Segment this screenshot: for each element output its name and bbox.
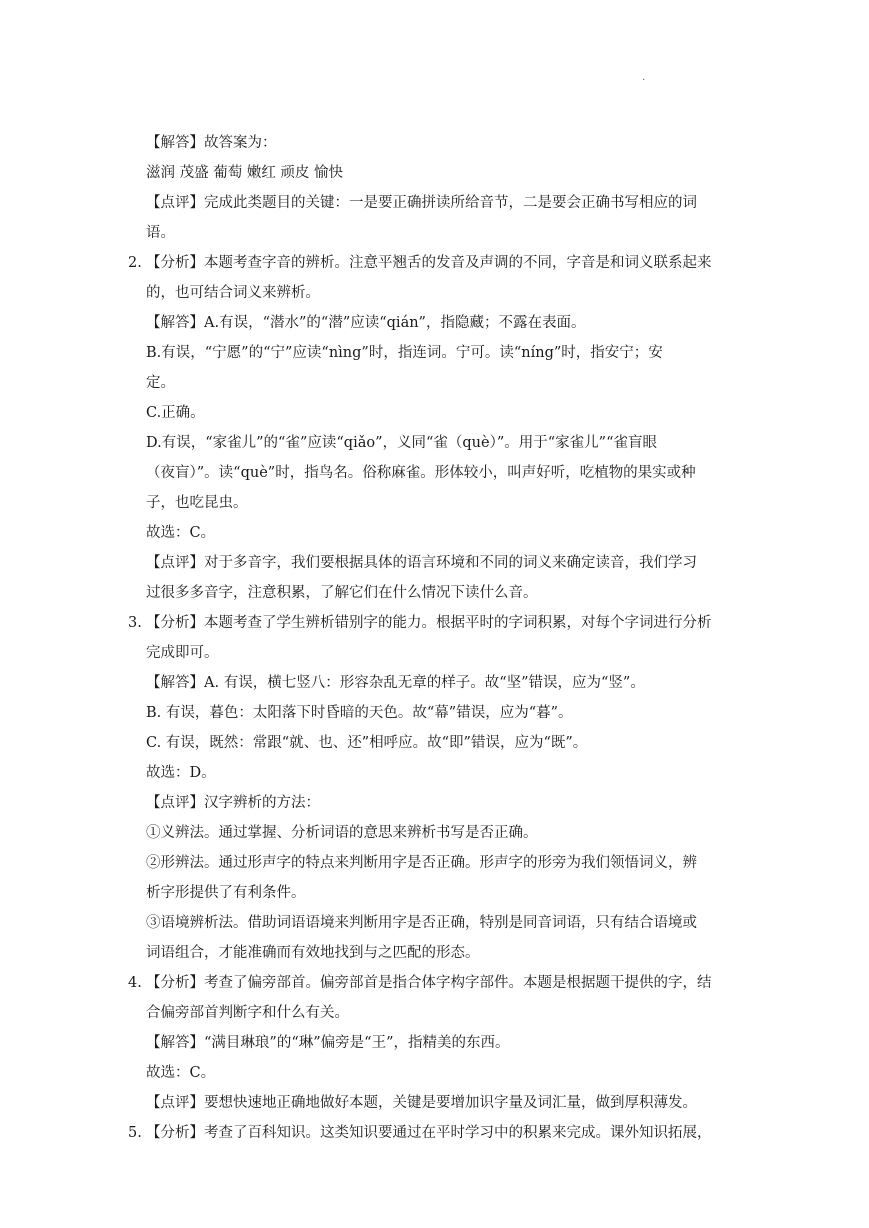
comment-line: ②形辨法。通过形声字的特点来判断用字是否正确。形声字的形旁为我们领悟词义，辨 [146,855,697,871]
comment-line: 词语组合，才能准确而有效地找到与之匹配的形态。 [146,945,480,961]
answer-words: 滋润 茂盛 葡萄 嫩红 顽皮 愉快 [146,165,344,181]
answer-line: D.有误，“家雀儿”的“雀”应读“qiǎo”，义同“雀（què）”。用于“家雀儿”“雀盲眼 [146,435,658,451]
question-number: 5. [128,1125,142,1141]
answer-line: 【解答】“满目琳琅”的“琳”偏旁是“王”，指精美的东西。 [146,1035,510,1051]
answer-line: （夜盲）”。读“què”时，指鸟名。俗称麻雀。形体较小，叫声好听，吃植物的果实或种 [146,465,696,481]
header-mark: . [642,72,646,83]
comment-line: 过很多多音字，注意积累，了解它们在什么情况下读什么音。 [146,585,538,601]
answer-line: C. 有误，既然：常跟“就、也、还”相呼应。故“即”错误，应为“既”。 [146,735,588,751]
answer-line: 【解答】故答案为： [146,135,277,151]
comment-line: 语。 [146,225,175,241]
analysis-line: 完成即可。 [146,645,219,661]
question-3-analysis: 3. 【分析】本题考查了学生辨析错别字的能力。根据平时的字词积累，对每个字词进行分析 [128,608,743,638]
analysis-line: 合偏旁部首判断字和什么有关。 [146,1005,349,1021]
answer-line: B.有误，“宁愿”的“宁”应读“nìng”时，指连词。宁可。读“níng”时，指安宁；安 [146,345,663,361]
answer-line: 定。 [146,375,175,391]
comment-line: 【点评】完成此类题目的关键：一是要正确拼读所给音节，二是要会正确书写相应的词 [146,195,697,211]
question-number: 2. [128,255,142,271]
question-2-analysis: 2. 【分析】本题考查字音的辨析。注意平翘舌的发音及声调的不同，字音是和词义联系起来 [128,248,743,278]
answer-line: C.正确。 [146,405,205,421]
analysis-line: 的，也可结合词义来辨析。 [146,285,320,301]
comment-line: 【点评】对于多音字，我们要根据具体的语言环境和不同的词义来确定读音，我们学习 [146,555,697,571]
comment-line: 【点评】要想快速地正确地做好本题，关键是要增加识字量及词汇量，做到厚积薄发。 [146,1095,697,1111]
comment-line: ①义辨法。通过掌握、分析词语的意思来辨析书写是否正确。 [146,825,538,841]
comment-line: ③语境辨析法。借助词语语境来判断用字是否正确，特别是同音词语，只有结合语境或 [146,915,697,931]
question-number: 3. [128,615,142,631]
answer-explanations [128,128,743,1148]
question-4-analysis: 4. 【分析】考查了偏旁部首。偏旁部首是指合体字构字部件。本题是根据题干提供的字，结 [128,968,743,998]
answer-line: B. 有误，暮色：太阳落下时昏暗的天色。故“幕”错误，应为“暮”。 [146,705,573,721]
question-number: 4. [128,975,142,991]
answer-line: 子，也吃昆虫。 [146,495,248,511]
answer-line: 【解答】A.有误，“潜水”的“潜”应读“qián”，指隐藏；不露在表面。 [146,315,586,331]
comment-line: 析字形提供了有利条件。 [146,885,306,901]
choice-line: 故选：C。 [146,525,216,541]
comment-line: 【点评】汉字辨析的方法： [146,795,320,811]
choice-line: 故选：D。 [146,765,216,781]
choice-line: 故选：C。 [146,1065,216,1081]
answer-line: 【解答】A. 有误，横七竖八：形容杂乱无章的样子。故“坚”错误，应为“竖”。 [146,675,645,691]
question-5-analysis: 5. 【分析】考查了百科知识。这类知识要通过在平时学习中的积累来完成。课外知识拓展， [128,1118,743,1148]
